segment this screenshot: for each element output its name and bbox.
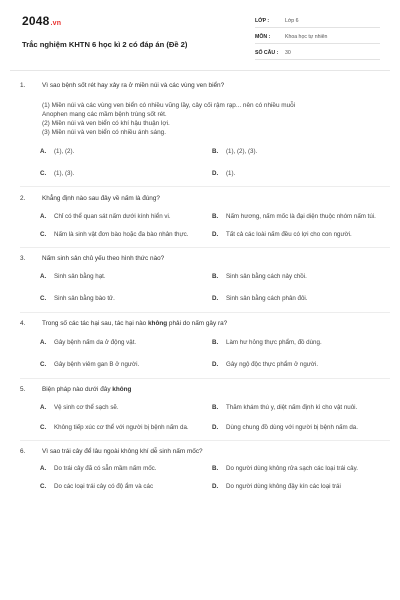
option-text: Gây ngộ độc thực phẩm ở người. (226, 361, 319, 368)
option-text: Sinh sản bằng bào tử. (54, 295, 115, 302)
statement: Anophen mang các mầm bệnh trùng sốt rét. (42, 111, 167, 118)
option-a[interactable] (40, 465, 212, 473)
option-text: Sinh sản bằng hạt. (54, 273, 106, 280)
header-divider (10, 70, 390, 71)
page-title: Trắc nghiệm KHTN 6 học kì 2 có đáp án (Đề 2) (22, 40, 188, 49)
option-d[interactable] (212, 361, 384, 369)
option-d[interactable] (212, 231, 384, 239)
meta-key: MÔN : (255, 33, 271, 40)
option-letter: C. (40, 483, 47, 490)
option-a[interactable] (40, 273, 212, 281)
prompt-part: phải do nấm gây ra? (167, 320, 228, 327)
meta-row-subject (255, 30, 380, 44)
option-d[interactable] (212, 295, 384, 303)
option-letter: A. (40, 148, 47, 155)
option-a[interactable] (40, 148, 212, 156)
option-text: Do các loại trái cây có độ ẩm và các (54, 483, 154, 490)
option-b[interactable] (212, 339, 384, 347)
option-d[interactable] (212, 483, 384, 491)
option-text: Nấm hương, nấm mốc là đại diện thuộc nhóm nấm túi. (226, 213, 376, 220)
meta-key: SỐ CÂU : (255, 49, 279, 56)
question-text (10, 82, 390, 90)
option-letter: B. (212, 404, 219, 411)
statement: (2) Miền núi và ven biển có khí hậu thuận lợi. (42, 120, 170, 127)
option-letter: A. (40, 213, 47, 220)
question-5 (10, 379, 390, 432)
option-letter: D. (212, 231, 219, 238)
option-text: Do trái cây đã có sẵn mầm nấm mốc. (54, 465, 157, 472)
answer-options (10, 213, 390, 239)
option-text: Chỉ có thể quan sát nấm dưới kính hiển vi. (54, 213, 171, 220)
option-text: Thăm khám thú y, diệt nấm định kì cho vật nuôi. (226, 404, 358, 411)
site-logo[interactable] (22, 14, 61, 28)
meta-key: LỚP : (255, 17, 270, 24)
option-b[interactable] (212, 404, 384, 412)
meta-value: 30 (285, 49, 291, 56)
option-letter: C. (40, 361, 47, 368)
option-letter: B. (212, 148, 219, 155)
option-a[interactable] (40, 213, 212, 221)
option-text: Tất cả các loài nấm đều có lợi cho con người. (226, 231, 352, 238)
option-c[interactable] (40, 361, 212, 369)
question-text (10, 448, 390, 456)
option-letter: D. (212, 483, 219, 490)
logo-text: 2048 (22, 14, 50, 28)
option-text: (1). (226, 170, 236, 177)
question-number: 3. (20, 255, 26, 262)
question-number: 2. (20, 195, 26, 202)
option-letter: B. (212, 339, 219, 346)
option-text: Sinh sản bằng cách nảy chồi. (226, 273, 307, 280)
option-letter: D. (212, 170, 219, 177)
answer-options (10, 404, 390, 432)
option-text: Không tiếp xúc cơ thể với người bị bệnh nấm da. (54, 424, 189, 431)
option-letter: C. (40, 295, 47, 302)
option-b[interactable] (212, 213, 384, 221)
question-prompt: Vì sao trái cây để lâu ngoài không khí dễ sinh nấm mốc? (42, 448, 203, 455)
option-text: Dùng chung đồ dùng với người bị bệnh nấm da. (226, 424, 358, 431)
option-letter: D. (212, 361, 219, 368)
question-prompt: Khẳng định nào sau đây về nấm là đúng? (42, 195, 160, 202)
answer-options (10, 273, 390, 303)
prompt-part: Biện pháp nào dưới đây (42, 386, 113, 393)
option-c[interactable] (40, 231, 212, 239)
option-d[interactable] (212, 424, 384, 432)
option-text: Sinh sản bằng cách phân đôi. (226, 295, 308, 302)
question-2 (10, 187, 390, 239)
answer-options (10, 148, 390, 178)
question-1 (10, 78, 390, 178)
option-text: Làm hư hỏng thực phẩm, đồ dùng. (226, 339, 322, 346)
option-c[interactable] (40, 483, 212, 491)
meta-row-class (255, 14, 380, 28)
answer-options (10, 465, 390, 491)
option-a[interactable] (40, 339, 212, 347)
question-4 (10, 313, 390, 369)
option-c[interactable] (40, 170, 212, 178)
option-text: Do người dùng không rửa sạch các loại trái cây. (226, 465, 358, 472)
option-b[interactable] (212, 148, 384, 156)
option-letter: A. (40, 404, 47, 411)
meta-info (255, 14, 380, 62)
question-prompt (34, 386, 390, 394)
option-letter: A. (40, 465, 47, 472)
question-number: 5. (20, 386, 26, 393)
option-letter: A. (40, 339, 47, 346)
header (10, 10, 390, 64)
option-a[interactable] (40, 404, 212, 412)
option-text: Vệ sinh cơ thể sạch sẽ. (54, 404, 119, 411)
option-text: Nấm là sinh vật đơn bào hoặc đa bào nhân thực. (54, 231, 189, 238)
option-text: (1), (2). (54, 148, 75, 155)
prompt-emphasis: không (112, 386, 132, 393)
option-text: Gây bệnh nấm da ở động vật. (54, 339, 137, 346)
option-letter: B. (212, 465, 219, 472)
option-text: Do người dùng không đậy kín các loại trái (226, 483, 341, 490)
option-d[interactable] (212, 170, 384, 178)
option-letter: D. (212, 295, 219, 302)
question-number: 4. (20, 320, 26, 327)
option-b[interactable] (212, 465, 384, 473)
option-c[interactable] (40, 295, 212, 303)
option-letter: C. (40, 231, 47, 238)
answer-options (10, 339, 390, 369)
prompt-emphasis: không (147, 320, 168, 327)
question-text (10, 255, 390, 263)
logo-suffix: .vn (50, 20, 62, 27)
question-prompt: Nấm sinh sản chủ yếu theo hình thức nào? (42, 255, 165, 262)
option-text: Gây bệnh viêm gan B ở người. (54, 361, 140, 368)
question-number: 1. (20, 82, 26, 89)
question-text (10, 320, 390, 328)
option-c[interactable] (40, 424, 212, 432)
option-text: (1), (3). (54, 170, 75, 177)
option-letter: C. (40, 424, 47, 431)
question-list (10, 78, 390, 491)
question-6 (10, 441, 390, 491)
option-letter: C. (40, 170, 47, 177)
question-3 (10, 248, 390, 303)
meta-row-count (255, 46, 380, 60)
meta-value: Lớp 6 (285, 17, 299, 24)
question-text (10, 386, 390, 394)
option-letter: B. (212, 213, 219, 220)
statement: (3) Miền núi và ven biển có nhiều ánh sáng. (42, 129, 166, 136)
question-prompt: Vì sao bệnh sốt rét hay xảy ra ở miền núi và các vùng ven biển? (42, 82, 225, 89)
option-b[interactable] (212, 273, 384, 281)
option-letter: A. (40, 273, 47, 280)
question-prompt (34, 320, 390, 328)
option-letter: D. (212, 424, 219, 431)
question-text (10, 195, 390, 203)
meta-value: Khoa học tự nhiên (285, 33, 328, 40)
prompt-part: Trong số các tác hại sau, tác hại nào (42, 320, 148, 327)
statement: (1) Miền núi và các vùng ven biển có nhiều vũng lầy, cây cối rậm rạp... nên có nhiều muỗi (42, 102, 296, 109)
option-letter: B. (212, 273, 219, 280)
option-text: (1), (2), (3). (226, 148, 258, 155)
question-number: 6. (20, 448, 26, 455)
